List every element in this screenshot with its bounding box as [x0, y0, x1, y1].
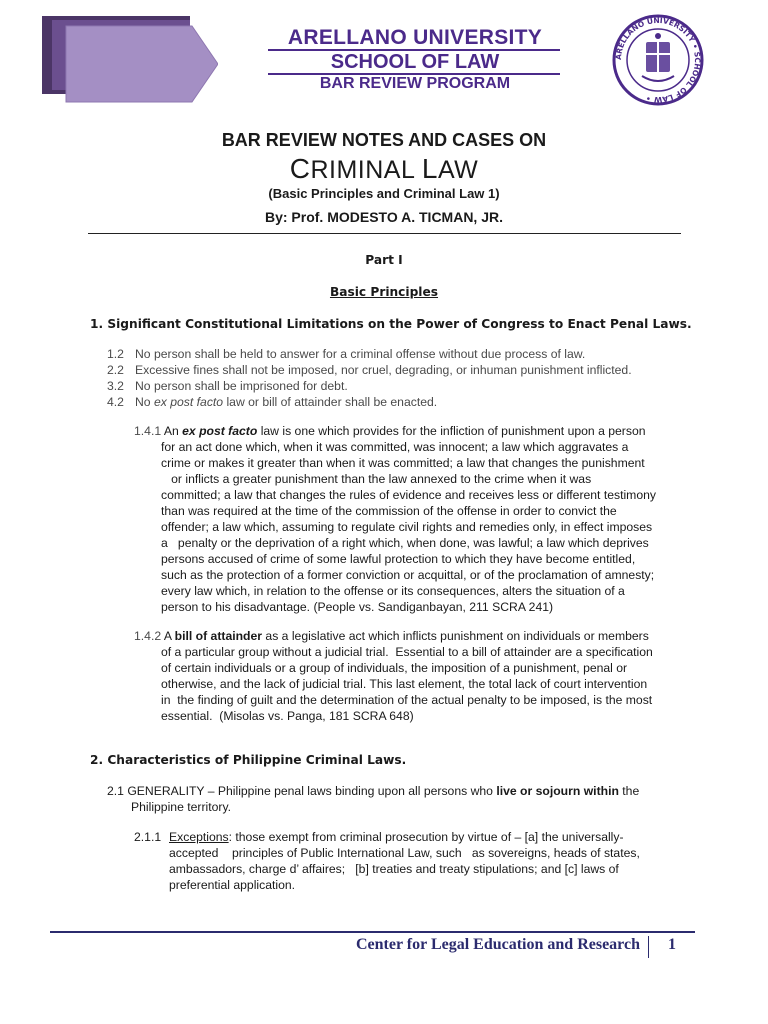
paragraph-line: accepted principles of Public International Law, such as sovereigns, heads of states, — [169, 846, 640, 860]
paragraph-line: offender; a law which, assuming to regulate civil rights and remedies only, in effect imposes — [161, 520, 653, 534]
para-number: 1.4.1 — [134, 424, 162, 438]
item-text-pre: No — [135, 395, 154, 409]
footer-text: Center for Legal Education and Research — [356, 936, 640, 953]
paragraph-2-1-first-line — [107, 783, 680, 799]
paragraph-line: or inflicts a greater punishment than the law annexed to the crime when it was — [161, 472, 592, 486]
para-bold: live or sojourn within — [496, 784, 619, 798]
university-seal-logo — [612, 14, 704, 106]
document-title-main — [0, 153, 768, 185]
para-pre: An — [161, 424, 183, 438]
paragraph-2-1-1-first-line — [134, 829, 680, 845]
list-item-2-2 — [107, 362, 632, 378]
item-number: 3.2 — [107, 379, 124, 393]
title-cap-l: L — [421, 153, 438, 184]
paragraph-line: otherwise, and the lack of judicial trial. This last element, the total lack of court intervention — [161, 677, 648, 691]
paragraph-line: a penalty or the deprivation of a right which, when done, was lawful; a law which deprives — [161, 536, 649, 550]
paragraph-line: crime or makes it greater than when it was committed; a law that changes the punishment — [161, 456, 645, 470]
para-text: 2.1 GENERALITY – Philippine penal laws binding upon all persons who — [107, 784, 497, 798]
paragraph-line: committed; a law that changes the rules of evidence and receives less or different testimony — [161, 488, 656, 502]
item-number: 2.2 — [107, 363, 124, 377]
paragraph-line: for an act done which, when it was committed, was innocent; a law which aggravates a — [161, 440, 629, 454]
paragraph-line: ambassadors, charge d’ affaires; [b] treaties and treaty stipulations; and [c] laws of — [169, 862, 619, 876]
document-subtitle: (Basic Principles and Criminal Law 1) — [268, 186, 500, 201]
document-title-line1: BAR REVIEW NOTES AND CASES ON — [221, 130, 547, 150]
paragraph-1-4-1-first-line — [134, 423, 680, 439]
item-number: 4.2 — [107, 395, 124, 409]
title-cap-c: C — [289, 153, 311, 184]
paragraph-line: preferential application. — [169, 878, 296, 892]
footer-separator — [648, 936, 649, 958]
item-text: Excessive fines shall not be imposed, nor cruel, degrading, or inhuman punishment inflicted. — [135, 363, 632, 377]
footer-rule — [50, 931, 695, 933]
item-number: 1.2 — [107, 347, 124, 361]
paragraph-line: in the finding of guilt and the determination of the actual penalty to be imposed, is the most — [161, 693, 653, 707]
paragraph-line: every law which, in relation to the offense or its consequences, alters the situation of a — [161, 584, 625, 598]
paragraph-line: such as the protection of a former conviction or acquittal, or of the proclamation of amnesty; — [161, 568, 655, 582]
paragraph-2-1-1-body — [169, 845, 680, 893]
section1-heading: 1. Significant Constitutional Limitations on the Power of Congress to Enact Penal Laws. — [90, 317, 692, 331]
para-post: the — [618, 784, 640, 798]
paragraph-line: essential. (Misolas vs. Panga, 181 SCRA 648) — [161, 709, 414, 723]
title-rest-1: RIMINAL — [310, 156, 422, 184]
para-number: 2.1.1 — [134, 830, 162, 844]
program-name: BAR REVIEW PROGRAM — [319, 75, 511, 92]
paragraph-1-4-1-body — [161, 439, 679, 615]
para-line: law is one which provides for the infliction of punishment upon a person — [257, 424, 646, 438]
para-pre: A — [161, 629, 175, 643]
seal-lettering: ARELLANO UNIVERSITY • SCHOOL OF LAW • — [613, 15, 703, 105]
para-line: : those exempt from criminal prosecution by virtue of – [a] the universally- — [228, 830, 624, 844]
paragraph-1-4-2-body — [161, 644, 679, 724]
paragraph-line: than was required at the time of the commission of the offense in order to convict the — [161, 504, 617, 518]
list-item-3-2 — [107, 378, 348, 394]
item-text: No person shall be imprisoned for debt. — [135, 379, 348, 393]
paragraph-line: person to his disadvantage. (People vs. Sandiganbayan, 211 SCRA 241) — [161, 600, 554, 614]
para-number: 1.4.2 — [134, 629, 162, 643]
item-text: No person shall be held to answer for a criminal offense without due process of law. — [135, 347, 586, 361]
para-term: ex post facto — [182, 424, 258, 438]
part-label: Part I — [365, 253, 403, 267]
item-text-post: law or bill of attainder shall be enacted. — [223, 395, 438, 409]
school-name: SCHOOL OF LAW — [330, 51, 500, 73]
section2-heading: 2. Characteristics of Philippine Criminal Laws. — [90, 753, 407, 767]
paragraph-line: of a particular group without a judicial trial. Essential to a bill of attainder are a specification — [161, 645, 653, 659]
title-rest-2: AW — [437, 156, 479, 184]
page-number: 1 — [668, 936, 676, 953]
list-item-4-2 — [107, 394, 437, 410]
para-line: as a legislative act which inflicts punishment on individuals or members — [262, 629, 649, 643]
paragraph-line: persons accused of crime of some lawful protection to which they have become entitled, — [161, 552, 636, 566]
paragraph-line: of certain individuals or a group of individuals, the imposition of a punishment, penal or — [161, 661, 628, 675]
para-label: Exceptions — [169, 830, 229, 844]
para-term: bill of attainder — [174, 629, 263, 643]
list-item-1-2 — [107, 346, 585, 362]
paragraph-2-1-second-line: Philippine territory. — [131, 800, 232, 814]
university-name: ARELLANO UNIVERSITY — [287, 26, 543, 49]
paragraph-1-4-2-first-line — [134, 628, 680, 644]
title-divider — [88, 233, 681, 234]
item-text-italic: ex post facto — [153, 395, 224, 409]
part-heading: Basic Principles — [329, 285, 439, 299]
header-banner-graphic — [42, 16, 218, 108]
document-author: By: Prof. MODESTO A. TICMAN, JR. — [264, 209, 503, 225]
